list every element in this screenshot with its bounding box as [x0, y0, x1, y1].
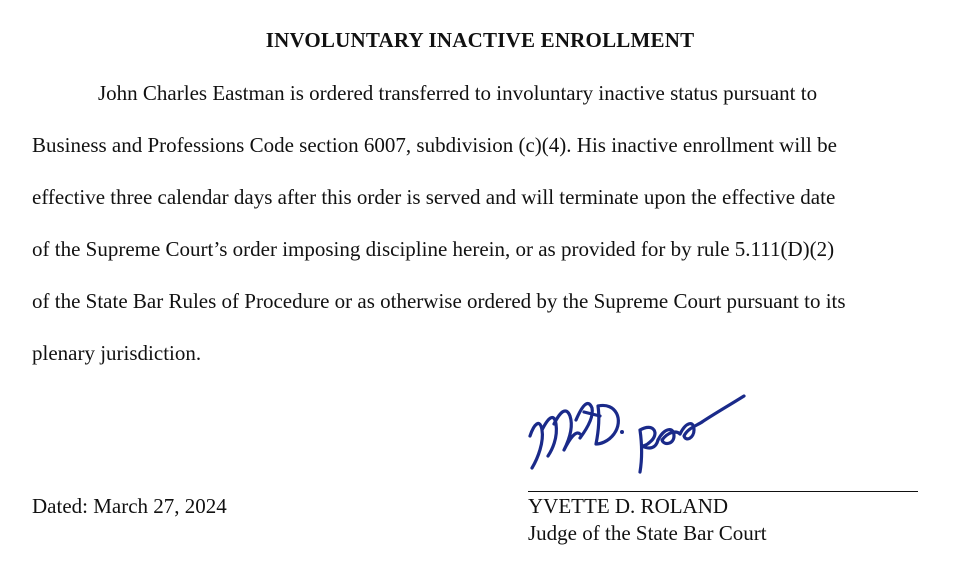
judge-title: Judge of the State Bar Court: [528, 521, 767, 545]
paragraph-line: of the State Bar Rules of Procedure or as otherwise ordered by the Supreme Court pursuant to its: [32, 289, 846, 313]
dated-line: Dated: March 27, 2024: [32, 494, 227, 518]
order-paragraph: [32, 67, 912, 379]
paragraph-line: John Charles Eastman is ordered transferred to involuntary inactive status pursuant to: [98, 81, 818, 105]
paragraph-line: of the Supreme Court’s order imposing discipline herein, or as provided for by rule 5.111(D)(2): [32, 237, 835, 261]
signature-line: [528, 491, 918, 492]
paragraph-line: plenary jurisdiction.: [32, 341, 202, 365]
paragraph-line: effective three calendar days after this order is served and will terminate upon the effective date: [32, 185, 836, 209]
handwritten-signature: [518, 372, 758, 487]
order-title: INVOLUNTARY INACTIVE ENROLLMENT: [265, 28, 695, 52]
judge-name: YVETTE D. ROLAND: [528, 494, 729, 518]
paragraph-line: Business and Professions Code section 6007, subdivision (c)(4). His inactive enrollment will be: [32, 133, 837, 157]
